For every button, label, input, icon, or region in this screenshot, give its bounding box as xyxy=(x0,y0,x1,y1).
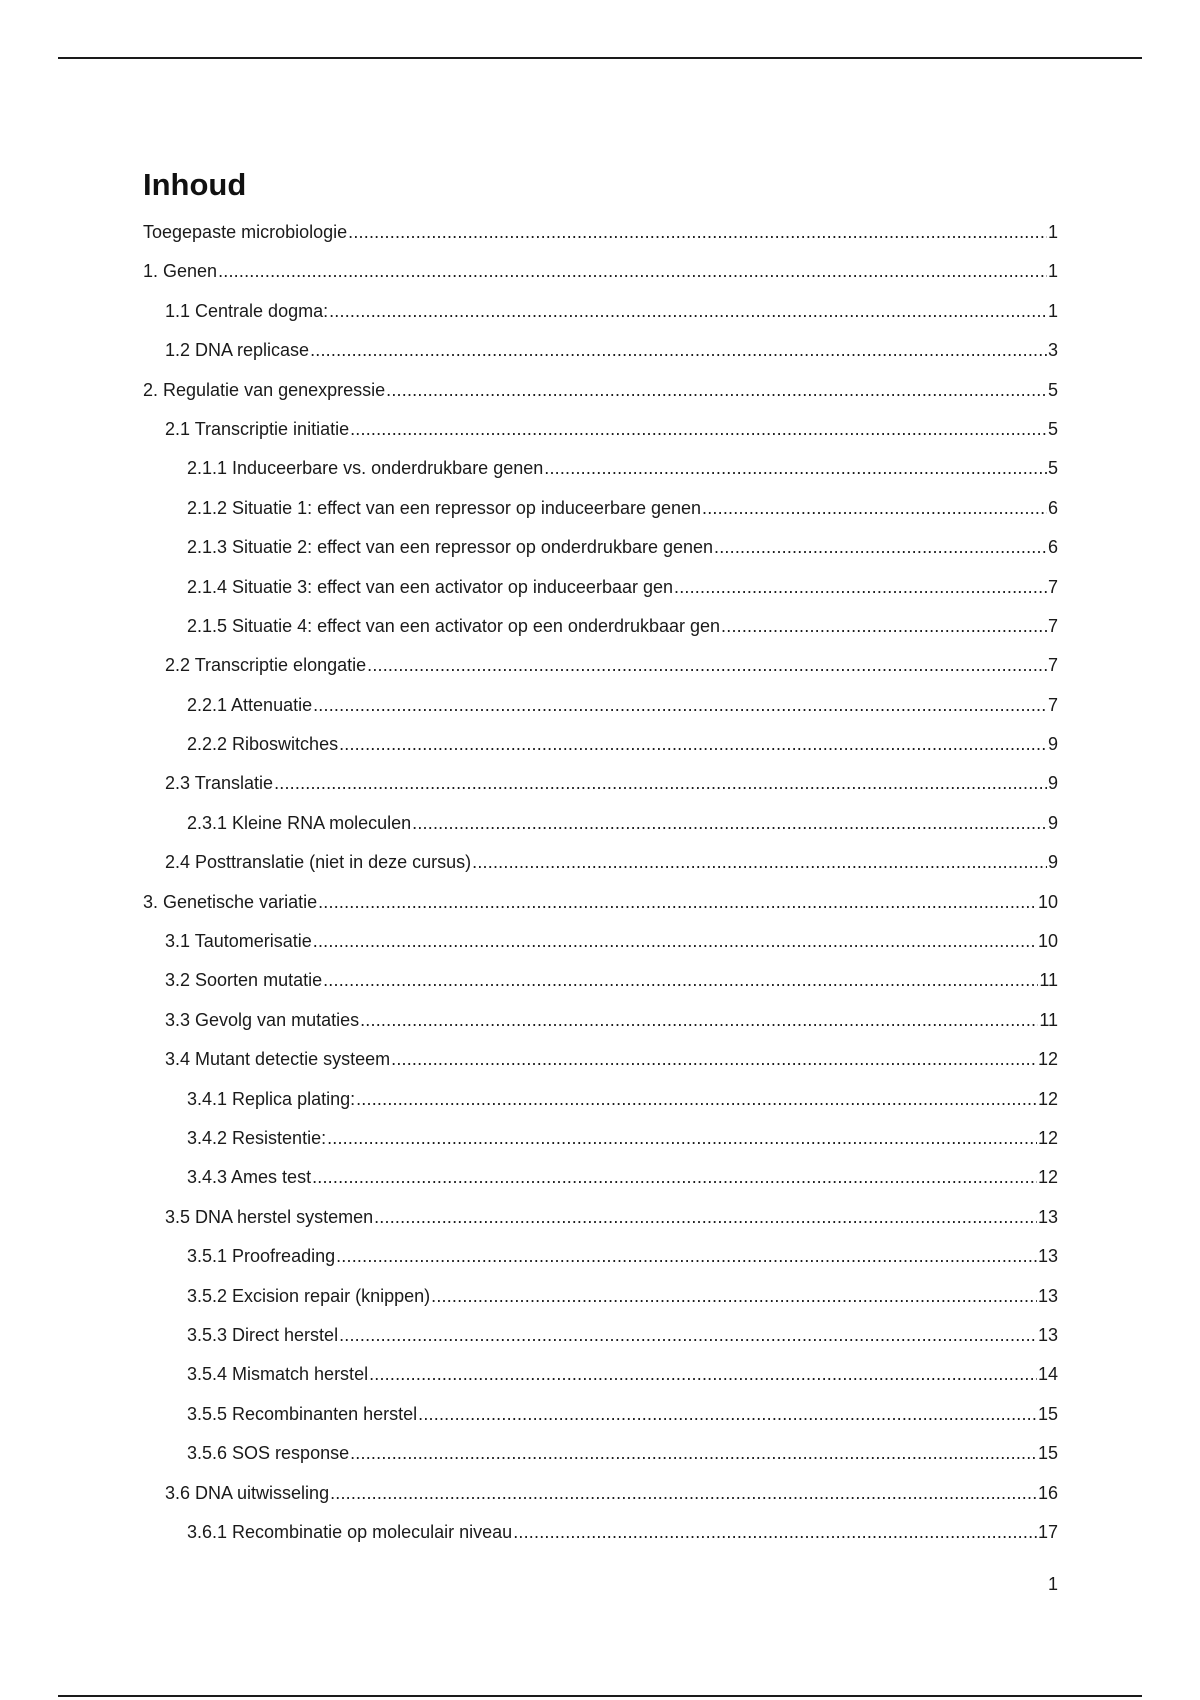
toc-title: Inhoud xyxy=(143,167,247,202)
toc-entry[interactable] xyxy=(143,1040,1058,1079)
header-rule xyxy=(58,57,1142,59)
toc-entry-page: 11 xyxy=(1039,1009,1058,1030)
toc-entry-page: 10 xyxy=(1037,931,1058,952)
toc-entry-label: 3.4 Mutant detectie systeem xyxy=(165,1049,391,1070)
dot-leader xyxy=(472,843,1047,882)
toc-entry-label: 2.1 Transcriptie initiatie xyxy=(165,418,350,439)
toc-entry[interactable] xyxy=(143,1474,1058,1513)
toc-entry-page: 5 xyxy=(1047,418,1058,439)
dot-leader xyxy=(330,1474,1037,1513)
toc-entry-label: 2.3.1 Kleine RNA moleculen xyxy=(187,812,412,833)
toc-entry-page: 9 xyxy=(1047,852,1058,873)
dot-leader xyxy=(327,1119,1037,1158)
toc-entry[interactable] xyxy=(143,1001,1058,1040)
toc-entry-page: 13 xyxy=(1037,1285,1058,1306)
toc-entry-label: 3.4.1 Replica plating: xyxy=(187,1088,356,1109)
toc-entry-page: 9 xyxy=(1047,734,1058,755)
toc-entry[interactable] xyxy=(143,1080,1058,1119)
toc-entry-label: 2.1.2 Situatie 1: effect van een repressor op induceerbare genen xyxy=(187,497,702,518)
dot-leader xyxy=(339,725,1047,764)
toc-entry[interactable] xyxy=(143,961,1058,1000)
toc-entry[interactable] xyxy=(143,607,1058,646)
toc-entry-page: 15 xyxy=(1037,1403,1058,1424)
toc-entry-label: 2.2.2 Riboswitches xyxy=(187,734,339,755)
toc-entry[interactable] xyxy=(143,449,1058,488)
dot-leader xyxy=(374,1198,1037,1237)
toc-entry-page: 12 xyxy=(1037,1088,1058,1109)
toc-entry[interactable] xyxy=(143,1158,1058,1197)
dot-leader xyxy=(544,449,1047,488)
toc-entry-page: 17 xyxy=(1037,1521,1058,1542)
dot-leader xyxy=(674,568,1047,607)
toc-entry-page: 13 xyxy=(1037,1206,1058,1227)
toc-entry-label: 2.4 Posttranslatie (niet in deze cursus) xyxy=(165,852,472,873)
toc-entry-page: 6 xyxy=(1047,537,1058,558)
dot-leader xyxy=(369,1355,1037,1394)
toc-entry-label: 3.6.1 Recombinatie op moleculair niveau xyxy=(187,1521,513,1542)
toc-entry-page: 14 xyxy=(1037,1364,1058,1385)
toc-entry-page: 3 xyxy=(1047,340,1058,361)
dot-leader xyxy=(348,213,1047,252)
toc-entry[interactable] xyxy=(143,1237,1058,1276)
toc-entry[interactable] xyxy=(143,1513,1058,1552)
toc-entry[interactable] xyxy=(143,764,1058,803)
dot-leader xyxy=(431,1277,1037,1316)
toc-entry-label: 2.1.4 Situatie 3: effect van een activator op induceerbaar gen xyxy=(187,576,673,597)
toc-entry-label: 2.3 Translatie xyxy=(165,773,274,794)
dot-leader xyxy=(312,1158,1037,1197)
toc-entry-label: 2.1.5 Situatie 4: effect van een activator op een onderdrukbaar gen xyxy=(187,615,721,636)
toc-entry-label: 3.5.4 Mismatch herstel xyxy=(187,1364,369,1385)
toc-entry-label: 2.1.1 Induceerbare vs. onderdrukbare genen xyxy=(187,458,544,479)
toc-entry[interactable] xyxy=(143,646,1058,685)
toc-entry-page: 1 xyxy=(1047,222,1058,242)
toc-entry-page: 9 xyxy=(1047,812,1058,833)
toc-entry-label: 3.5.2 Excision repair (knippen) xyxy=(187,1285,431,1306)
toc-entry-page: 16 xyxy=(1037,1482,1058,1503)
dot-leader xyxy=(702,489,1047,528)
dot-leader xyxy=(339,1316,1037,1355)
dot-leader xyxy=(313,686,1047,725)
dot-leader xyxy=(418,1395,1037,1434)
toc-entry[interactable] xyxy=(143,410,1058,449)
toc-entry-page: 12 xyxy=(1037,1167,1058,1188)
toc-entry[interactable] xyxy=(143,292,1058,331)
toc-entry-label: 3.3 Gevolg van mutaties xyxy=(165,1009,360,1030)
toc-entry-page: 7 xyxy=(1047,694,1058,715)
dot-leader xyxy=(721,607,1047,646)
toc-entry-label: 3.1 Tautomerisatie xyxy=(165,931,312,952)
toc-entry-label: 3. Genetische variatie xyxy=(143,891,318,912)
toc-entry[interactable] xyxy=(143,804,1058,843)
toc-entry-page: 7 xyxy=(1047,576,1058,597)
toc-entry[interactable] xyxy=(143,1316,1058,1355)
toc-entry-label: 3.4.3 Ames test xyxy=(187,1167,312,1188)
dot-leader xyxy=(412,804,1047,843)
toc-entry-label: 2.2 Transcriptie elongatie xyxy=(165,655,367,676)
toc-entry-label: 2.1.3 Situatie 2: effect van een repressor op onderdrukbare genen xyxy=(187,537,714,558)
toc-entry-label: 3.2 Soorten mutatie xyxy=(165,970,323,991)
toc-entry-page: 12 xyxy=(1037,1127,1058,1148)
toc-entry[interactable] xyxy=(143,1434,1058,1473)
dot-leader xyxy=(360,1001,1038,1040)
toc-entry-label: Toegepaste microbiologie xyxy=(143,222,348,242)
toc-entry-page: 7 xyxy=(1047,615,1058,636)
toc-entry-page: 15 xyxy=(1037,1443,1058,1464)
dot-leader xyxy=(329,292,1047,331)
dot-leader xyxy=(367,646,1047,685)
toc-entry-page: 13 xyxy=(1037,1324,1058,1345)
toc-entry-label: 2. Regulatie van genexpressie xyxy=(143,379,386,400)
toc-entry-label: 3.6 DNA uitwisseling xyxy=(165,1482,330,1503)
toc-entry-page: 13 xyxy=(1037,1246,1058,1267)
dot-leader xyxy=(274,764,1047,803)
toc-entry[interactable] xyxy=(143,843,1058,882)
toc-entry[interactable] xyxy=(143,725,1058,764)
toc-entry-label: 1.2 DNA replicase xyxy=(165,340,310,361)
toc-entry[interactable] xyxy=(143,1395,1058,1434)
toc-entry[interactable] xyxy=(143,1355,1058,1394)
toc-entry[interactable] xyxy=(143,568,1058,607)
toc-entry-label: 1. Genen xyxy=(143,261,218,282)
toc-entry-page: 10 xyxy=(1037,891,1058,912)
dot-leader xyxy=(323,961,1038,1000)
toc-entry-label: 3.5.5 Recombinanten herstel xyxy=(187,1403,418,1424)
toc-entry-label: 1.1 Centrale dogma: xyxy=(165,300,329,321)
toc-entry[interactable] xyxy=(143,1198,1058,1237)
table-of-contents xyxy=(143,213,1058,1552)
toc-entry[interactable] xyxy=(143,331,1058,370)
dot-leader xyxy=(318,883,1037,922)
toc-entry-page: 9 xyxy=(1047,773,1058,794)
toc-entry-label: 3.4.2 Resistentie: xyxy=(187,1127,327,1148)
dot-leader xyxy=(313,922,1037,961)
dot-leader xyxy=(714,528,1047,567)
dot-leader xyxy=(218,252,1047,291)
toc-entry-page: 1 xyxy=(1047,261,1058,282)
dot-leader xyxy=(386,371,1047,410)
toc-entry[interactable] xyxy=(143,371,1058,410)
toc-entry-page: 5 xyxy=(1047,458,1058,479)
toc-entry[interactable] xyxy=(143,922,1058,961)
toc-entry-page: 11 xyxy=(1039,970,1058,991)
dot-leader xyxy=(350,410,1047,449)
toc-entry-label: 3.5.1 Proofreading xyxy=(187,1246,336,1267)
dot-leader xyxy=(356,1080,1037,1119)
toc-entry[interactable] xyxy=(143,528,1058,567)
toc-entry-label: 3.5 DNA herstel systemen xyxy=(165,1206,374,1227)
dot-leader xyxy=(513,1513,1037,1552)
dot-leader xyxy=(350,1434,1037,1473)
page-number: 1 xyxy=(1047,1574,1058,1594)
toc-entry-label: 2.2.1 Attenuatie xyxy=(187,694,313,715)
toc-entry[interactable] xyxy=(143,686,1058,725)
toc-entry-page: 12 xyxy=(1037,1049,1058,1070)
toc-entry[interactable] xyxy=(143,213,1058,252)
toc-entry-page: 6 xyxy=(1047,497,1058,518)
toc-entry-page: 7 xyxy=(1047,655,1058,676)
toc-entry[interactable] xyxy=(143,1277,1058,1316)
dot-leader xyxy=(336,1237,1037,1276)
toc-entry-page: 5 xyxy=(1047,379,1058,400)
toc-entry[interactable] xyxy=(143,489,1058,528)
toc-entry-page: 1 xyxy=(1047,300,1058,321)
toc-entry[interactable] xyxy=(143,252,1058,291)
toc-entry-label: 3.5.6 SOS response xyxy=(187,1443,350,1464)
toc-entry[interactable] xyxy=(143,883,1058,922)
dot-leader xyxy=(391,1040,1037,1079)
toc-entry[interactable] xyxy=(143,1119,1058,1158)
dot-leader xyxy=(310,331,1047,370)
footer-rule xyxy=(58,1695,1142,1697)
toc-entry-label: 3.5.3 Direct herstel xyxy=(187,1324,339,1345)
